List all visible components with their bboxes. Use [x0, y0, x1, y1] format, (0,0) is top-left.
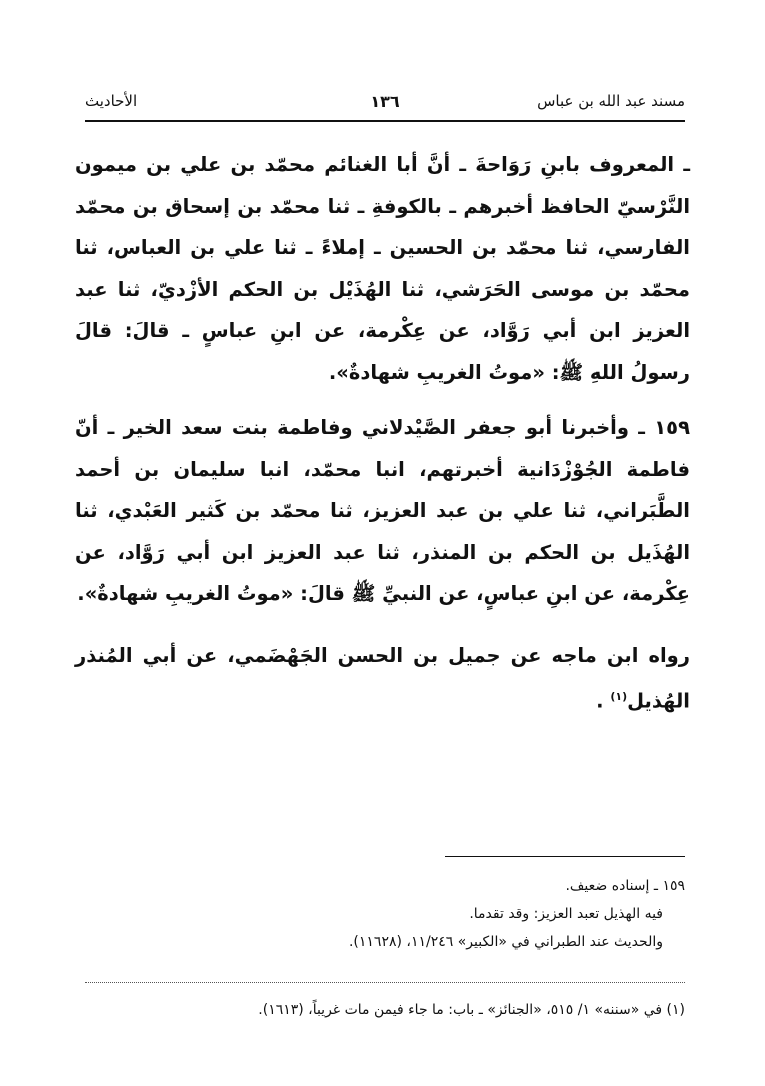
hadith-paragraph-159: ١٥٩ ـ وأخبرنا أبو جعفر الصَّيْدلاني وفاطمة بنت سعد الخير ـ أنّ فاطمة الجُوْزْدَانية أخبرتهم، انبا محمّد، انبا سليمان بن أحمد الطَّبَراني، ثنا علي بن عبد العزيز، ثنا محمّد بن كَثير العَبْدي، ثنا الهُذَيل بن الحكم بن المنذر، ثنا عبد العزيز ابن أبي رَوَّاد، عن عِكْرمة، عن ابنِ عباسٍ، عن النبيِّ ﷺ قالَ: «موتُ الغريبِ شهادةٌ». [75, 416, 690, 605]
narration-paragraph [75, 635, 690, 723]
hadith-paragraph-1: ـ المعروف بابنِ رَوَاحةَ ـ أنَّ أبا الغنائم محمّد بن علي بن ميمون النَّرْسيّ الحافظ أخبرهم ـ بالكوفةِ ـ ثنا محمّد بن إسحاق بن محمّد الفارسي، ثنا محمّد بن الحسين ـ إملاءً ـ ثنا علي بن العباس، ثنا محمّد بن موسى الحَرَشي، ثنا الهُذَيْل بن الحكم الأزْديّ، ثنا عبد العزيز ابن أبي رَوَّاد، عن عِكْرمة، عن ابنِ عباسٍ ـ قالَ: قالَ رسولُ اللهِ ﷺ: «موتُ الغريبِ شهادةٌ». [75, 153, 690, 384]
footnote-1: (١) في «سننه» ١/ ٥١٥، «الجنائز» ـ باب: ما جاء فيمن مات غريباً، (١٦١٣). [258, 1002, 685, 1018]
footnote-line-1: ١٥٩ ـ إسناده ضعيف. [565, 878, 685, 894]
header-section-title: الأحاديث [85, 92, 138, 110]
footnote-line-2: فيه الهذيل تعبد العزيز: وقد تقدما. [469, 906, 663, 922]
narration-end: . [596, 689, 611, 713]
footnote-dotted-divider [85, 982, 685, 983]
narration-text: رواه ابن ماجه عن جميل بن الحسن الجَهْضَمي، عن أبي المُنذر الهُذيل [75, 643, 690, 713]
main-text [75, 144, 690, 722]
footnote-rule [445, 856, 685, 857]
page-number: ١٣٦ [370, 92, 400, 111]
footnotes-block [85, 872, 685, 956]
header-rule [85, 120, 685, 122]
footnote-reference: (١) [610, 690, 628, 703]
footnote-line-3: والحديث عند الطبراني في «الكبير» ١١/٢٤٦، (١١٦٢٨). [348, 934, 663, 950]
numbered-footnotes [85, 996, 685, 1024]
header-book-title: مسند عبد الله بن عباس [537, 92, 685, 110]
